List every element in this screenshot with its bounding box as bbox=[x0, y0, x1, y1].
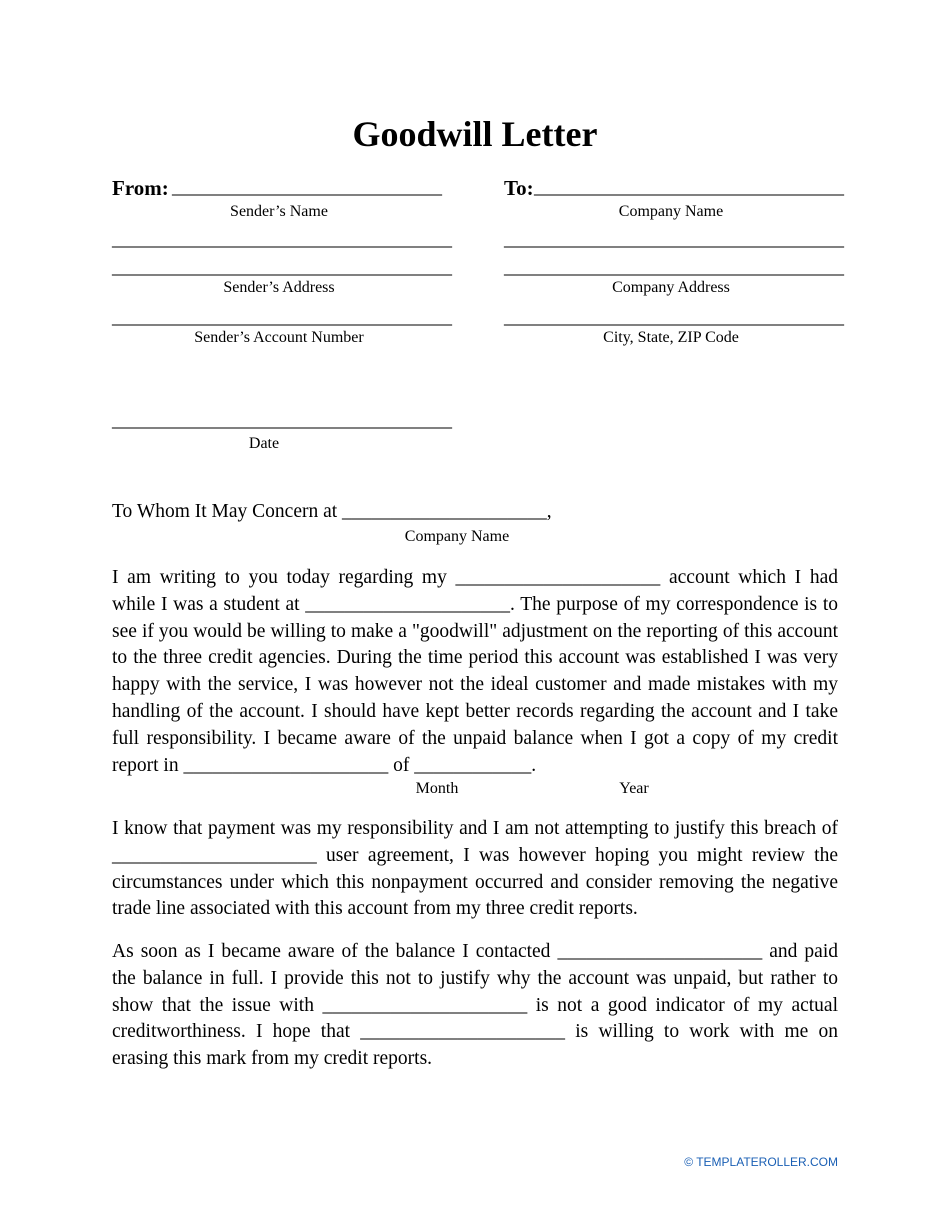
company-name-field[interactable]: _______________________________ bbox=[534, 176, 844, 198]
paragraph-3: As soon as I became aware of the balance I contacted _____________________ and paid the balance in full. I provide this not to justify why the account was unpaid, but rather to show that the issue with _____________________ is not a good indicator of my actual creditworthiness. I hope that _____________________ is willing to work with me on erasing this mark from my credit reports. bbox=[112, 941, 838, 1070]
date-caption: Date bbox=[248, 435, 280, 452]
sender-account-field[interactable]: __________________________________ bbox=[112, 306, 452, 328]
company-name-caption: Company Name bbox=[618, 203, 724, 220]
company-address-field-2[interactable]: __________________________________ bbox=[504, 256, 844, 278]
company-address-caption: Company Address bbox=[612, 279, 730, 296]
company-address-field-1[interactable]: __________________________________ bbox=[504, 228, 844, 250]
footer-copyright[interactable]: © TEMPLATEROLLER.COM bbox=[684, 1155, 838, 1169]
salutation: To Whom It May Concern at _____________________, bbox=[112, 501, 552, 522]
year-caption: Year bbox=[619, 780, 649, 797]
salutation-company-caption: Company Name bbox=[404, 528, 510, 545]
paragraph-1: I am writing to you today regarding my _____________________ account which I had while I was a student at _____________________. The purpose of my correspondence is to see if you would be willing to make a "goodwill" adjustment on the reporting of this account to the three credit agencies. During the time period this account was established I was very happy with the service, I was however not the ideal customer and made mistakes with my handling of the account. I should have kept better records regarding the account and I take full responsibility. I became aware of the unpaid balance when I got a copy of my credit report in _____________________ of ____________. bbox=[112, 567, 838, 776]
sender-address-caption: Sender’s Address bbox=[223, 279, 335, 296]
sender-address-field-1[interactable]: __________________________________ bbox=[112, 228, 452, 250]
sender-account-caption: Sender’s Account Number bbox=[194, 329, 364, 346]
sender-name-caption: Sender’s Name bbox=[230, 203, 328, 220]
to-label: To: bbox=[504, 176, 534, 200]
page-title: Goodwill Letter bbox=[352, 114, 598, 154]
month-caption: Month bbox=[415, 780, 459, 797]
date-field[interactable]: __________________________________ bbox=[112, 409, 452, 431]
city-state-zip-field[interactable]: __________________________________ bbox=[504, 306, 844, 328]
paragraph-2: I know that payment was my responsibility and I am not attempting to justify this breach of _____________________ user agreement, I was however hoping you might review the circumstances under which this nonpayment occurred and consider removing the negative trade line associated with this account from my three credit reports. bbox=[112, 818, 838, 920]
sender-name-field[interactable]: ___________________________ bbox=[172, 176, 442, 198]
sender-address-field-2[interactable]: __________________________________ bbox=[112, 256, 452, 278]
from-label: From: bbox=[112, 176, 169, 200]
city-state-zip-caption: City, State, ZIP Code bbox=[603, 329, 739, 346]
